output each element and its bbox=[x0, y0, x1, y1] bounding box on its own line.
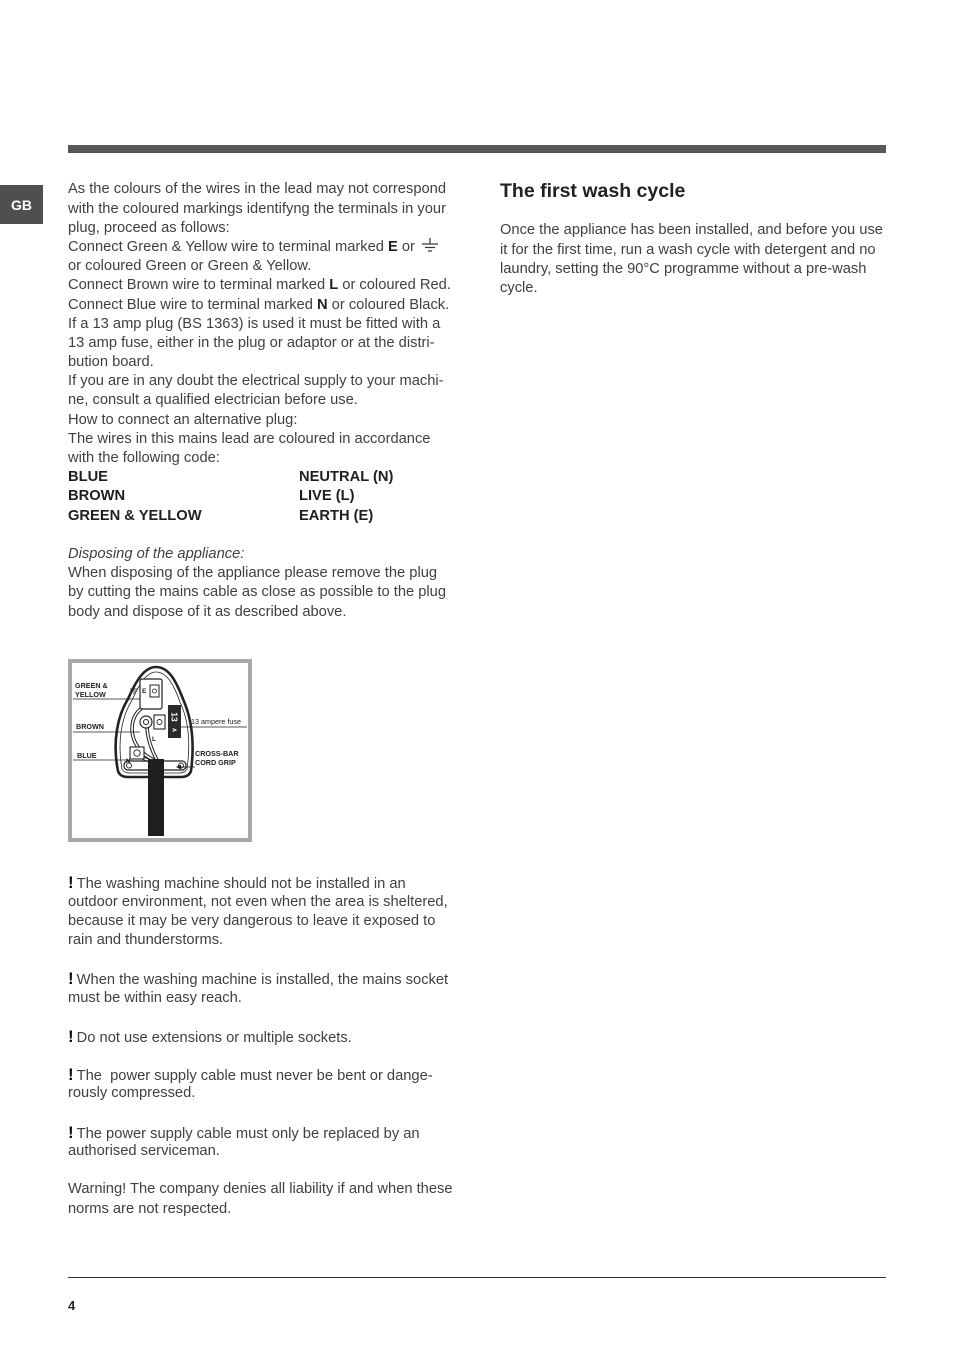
warning-line bbox=[68, 1027, 488, 1046]
spacer bbox=[68, 1008, 488, 1027]
warning-line bbox=[68, 1123, 488, 1142]
top-rule bbox=[68, 145, 886, 153]
neutral-connection-line bbox=[68, 296, 488, 315]
spacer bbox=[68, 1046, 488, 1065]
wiring-text-line: If a 13 amp plug (BS 1363) is used it must be fitted with a bbox=[68, 315, 441, 332]
fuse-rating: 13 bbox=[169, 712, 180, 722]
warning-text: When the washing machine is installed, the mains socket bbox=[76, 972, 449, 989]
wiring-text-line: As the colours of the wires in the lead may not correspond bbox=[68, 181, 446, 198]
warning-line bbox=[68, 873, 488, 892]
warning-line bbox=[68, 1065, 488, 1084]
warning-line: authorised serviceman. bbox=[68, 1143, 220, 1160]
earth-symbol-icon bbox=[421, 238, 439, 252]
earth-connection-line bbox=[68, 238, 488, 257]
plug-wiring-diagram bbox=[68, 659, 252, 842]
cord-grip-label: CORD GRIP bbox=[195, 758, 236, 767]
live-terminal-letter: L bbox=[329, 277, 339, 294]
liability-warning-line: Warning! The company denies all liability if and when these bbox=[68, 1181, 453, 1198]
terminal-l-letter: L bbox=[152, 736, 156, 743]
live-connection-line bbox=[68, 276, 488, 295]
disposal-heading: Disposing of the appliance: bbox=[68, 545, 245, 562]
spacer bbox=[68, 950, 488, 969]
earth-wire-label: YELLOW bbox=[75, 690, 106, 699]
disposal-section bbox=[68, 545, 488, 622]
bottom-rule bbox=[68, 1277, 886, 1278]
cord-grip-label: CROSS-BAR bbox=[195, 749, 239, 758]
wiring-text-line: plug, proceed as follows: bbox=[68, 219, 230, 236]
first-wash-text-line: laundry, setting the 90°C programme without a pre-wash bbox=[500, 260, 867, 277]
earth-terminal-letter: E bbox=[388, 238, 398, 255]
warning-text: Do not use extensions or multiple sockets. bbox=[76, 1029, 352, 1046]
wiring-text-line: 13 amp fuse, either in the plug or adaptor or at the distri- bbox=[68, 334, 435, 351]
warning-mark: ! bbox=[68, 1122, 74, 1142]
warning-line: rain and thunderstorms. bbox=[68, 931, 224, 948]
page-number: 4 bbox=[68, 1298, 76, 1313]
terminal-n-letter: N bbox=[126, 759, 131, 765]
first-wash-text-line: cycle. bbox=[500, 279, 538, 296]
language-tab: GB bbox=[0, 185, 43, 224]
warning-mark: ! bbox=[68, 1065, 74, 1085]
earth-terminal bbox=[140, 679, 162, 709]
live-wire-label: BROWN bbox=[76, 722, 104, 731]
warning-line: must be within easy reach. bbox=[68, 989, 242, 1006]
disposal-text-line: by cutting the mains cable as close as possible to the plug bbox=[68, 584, 447, 601]
disposal-text-line: When disposing of the appliance please remove the plug bbox=[68, 565, 438, 582]
first-wash-text bbox=[500, 221, 890, 298]
wire-terminal: NEUTRAL (N) bbox=[299, 469, 394, 486]
warning-text: The power supply cable must only be replaced by an bbox=[76, 1125, 420, 1142]
warning-line: rously compressed. bbox=[68, 1085, 196, 1102]
warning-text: The power supply cable must never be bent or dange- bbox=[76, 1068, 433, 1085]
wiring-text-line: If you are in any doubt the electrical supply to your machi- bbox=[68, 373, 444, 390]
colour-code-row bbox=[68, 507, 488, 526]
neutral-connection-text: Connect Blue wire to terminal marked bbox=[68, 296, 317, 313]
wiring-text-line: How to connect an alternative plug: bbox=[68, 411, 298, 428]
first-wash-text-line: it for the first time, run a wash cycle with detergent and no bbox=[500, 241, 876, 258]
live-connection-text: Connect Brown wire to terminal marked bbox=[68, 277, 330, 294]
earth-connection-text: Connect Green & Yellow wire to terminal marked bbox=[68, 238, 389, 255]
wire-terminal: EARTH (E) bbox=[299, 507, 374, 524]
fuse-label: 13 ampere fuse bbox=[191, 717, 241, 726]
wire-colour: BLUE bbox=[68, 469, 108, 486]
fuse bbox=[168, 705, 181, 738]
wire-terminal: LIVE (L) bbox=[299, 488, 355, 505]
warning-line bbox=[68, 969, 488, 988]
spacer bbox=[68, 1104, 488, 1123]
spacer bbox=[68, 526, 488, 545]
wiring-text-line: bution board. bbox=[68, 354, 154, 371]
liability-warning-line: norms are not respected. bbox=[68, 1200, 232, 1217]
wiring-text-line: ne, consult a qualified electrician before use. bbox=[68, 392, 358, 409]
fuse-unit: A bbox=[170, 728, 177, 732]
first-wash-text-line: Once the appliance has been installed, and before you use bbox=[500, 222, 883, 239]
colour-code-row bbox=[68, 487, 488, 506]
warning-mark: ! bbox=[68, 969, 74, 989]
wiring-text-line: The wires in this mains lead are coloured in accordance bbox=[68, 430, 431, 447]
wire-colour: BROWN bbox=[68, 488, 126, 505]
wire-colour: GREEN & YELLOW bbox=[68, 507, 202, 524]
warning-line: outdoor environment, not even when the area is sheltered, bbox=[68, 893, 448, 910]
wiring-text-line: with the coloured markings identifyng the terminals in your bbox=[68, 200, 446, 217]
warning-text: The washing machine should not be installed in an bbox=[76, 876, 406, 893]
safety-warnings bbox=[68, 873, 488, 1218]
live-connection-suffix: or coloured Red. bbox=[338, 277, 451, 294]
wiring-instructions bbox=[68, 180, 488, 621]
first-wash-heading: The first wash cycle bbox=[500, 180, 686, 202]
earth-wire-label: GREEN & bbox=[75, 681, 108, 690]
colour-code-row bbox=[68, 468, 488, 487]
terminal-e-letter: E bbox=[142, 688, 147, 695]
neutral-terminal-letter: N bbox=[316, 296, 328, 313]
neutral-connection-suffix: or coloured Black. bbox=[327, 296, 450, 313]
warning-line: because it may be very dangerous to leave it exposed to bbox=[68, 912, 436, 929]
neutral-wire-label: BLUE bbox=[77, 751, 97, 760]
wiring-text-line: or coloured Green or Green & Yellow. bbox=[68, 258, 312, 275]
warning-mark: ! bbox=[68, 1026, 74, 1046]
earth-connection-suffix: or bbox=[397, 238, 420, 255]
spacer bbox=[68, 1161, 488, 1180]
disposal-text-line: body and dispose of it as described above. bbox=[68, 603, 347, 620]
warning-mark: ! bbox=[68, 873, 74, 893]
mains-cable bbox=[148, 759, 164, 836]
wiring-text-line: with the following code: bbox=[68, 450, 220, 467]
